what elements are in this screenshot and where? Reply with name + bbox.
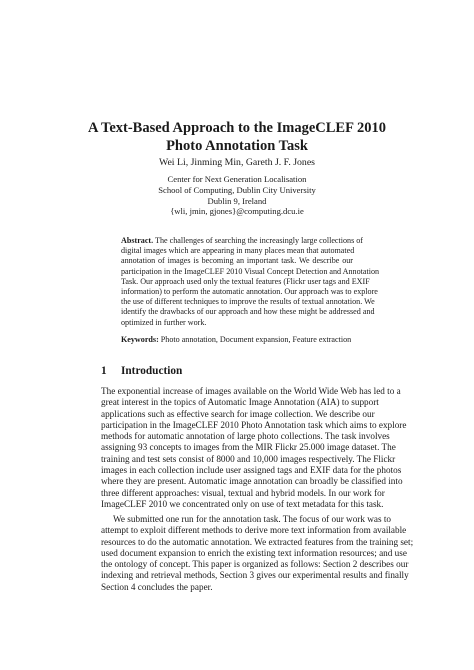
body-text-line: great interest in the topics of Automatic Image Annotation (AIA) to support	[101, 397, 379, 408]
body-text-line: used document expansion to enrich the existing text information resources; and use	[101, 547, 407, 558]
body-text-line: assigning 93 concepts to images from the MIR Flickr 25.000 image dataset. The	[101, 442, 396, 453]
abstract-line: digital images which are appearing in many places mean that automated	[121, 246, 355, 256]
section-number: 1	[101, 365, 107, 377]
abstract-line: participation in the ImageCLEF 2010 Visual Concept Detection and Annotation	[121, 266, 380, 276]
body-text-line: The exponential increase of images available on the World Wide Web has led to a	[101, 386, 401, 396]
body-text-line: the ontology of concept. This paper is organized as follows: Section 2 describes our	[101, 559, 409, 570]
body-text-line: three different approaches: visual, textual and hybrid models. In our work for	[101, 487, 385, 498]
keywords-label: Keywords:	[121, 335, 159, 344]
author-emails: {wli, jmin, gjones}@computing.dcu.ie	[170, 206, 304, 216]
abstract-line: optimized in further work.	[121, 317, 207, 327]
introduction-paragraph-1	[101, 386, 407, 510]
abstract-line: Abstract. The challenges of searching the increasingly large collections of	[121, 236, 364, 245]
abstract-label: Abstract.	[121, 236, 154, 245]
abstract-line: the use of different techniques to improve the results of textual annotation. We	[121, 297, 375, 307]
paper-title-line-1: A Text-Based Approach to the ImageCLEF 2010	[87, 120, 387, 136]
body-text-line: training and test sets consist of 8000 and 10,000 images respectively. The Flickr	[101, 453, 396, 464]
abstract-line: annotation of images is becoming an important task. We describe our	[121, 256, 353, 266]
keywords-text: Photo annotation, Document expansion, Feature extraction	[160, 335, 352, 344]
body-text-line: indexing and retrieval methods, Section 3 gives our experimental results and finally	[101, 570, 409, 581]
introduction-paragraph-2	[101, 514, 414, 593]
abstract-block	[121, 236, 380, 328]
body-text-line: resources to do the automatic annotation. We extracted features from the training set;	[101, 536, 414, 547]
affiliation-line-3: Dublin 9, Ireland	[207, 196, 267, 206]
affiliation-line-2: School of Computing, Dublin City University	[158, 185, 316, 195]
section-heading-introduction	[101, 364, 182, 378]
abstract-line: information) to perform the automatic annotation. Our approach was to explore	[121, 287, 378, 297]
body-text-line: ImageCLEF 2010 we concentrated only on use of text metadata for this task.	[101, 498, 384, 509]
abstract-line: Task. Our approach used only the textual features (Flickr user tags and EXIF	[121, 276, 370, 286]
body-text-line: applications such as effective search for image collection. We describe our	[101, 408, 375, 419]
body-text-line: Section 4 concludes the paper.	[101, 581, 213, 592]
paper-title-line-2: Photo Annotation Task	[166, 138, 308, 154]
affiliation-line-1: Center for Next Generation Localisation	[167, 174, 307, 184]
body-text-line: methods for automatic annotation of large photo collections. The task involves	[101, 431, 390, 442]
body-text-line: where they are present. Automatic image annotation can broadly be classified into	[101, 476, 403, 487]
abstract-line: identify the drawbacks of our approach and how these might be addressed and	[121, 307, 375, 317]
keywords-line	[121, 335, 353, 345]
section-title: Introduction	[121, 365, 183, 377]
body-text-line: attempt to exploit different methods to derive more text information from available	[101, 525, 407, 536]
body-text-line: participation in the ImageCLEF 2010 Photo Annotation task which aims to explore	[101, 419, 407, 430]
author-list: Wei Li, Jinming Min, Gareth J. F. Jones	[159, 157, 315, 168]
body-text-line: images in each collection include user assigned tags and EXIF data for the photos	[101, 465, 402, 476]
body-text-line: We submitted one run for the annotation task. The focus of our work was to	[113, 514, 391, 524]
